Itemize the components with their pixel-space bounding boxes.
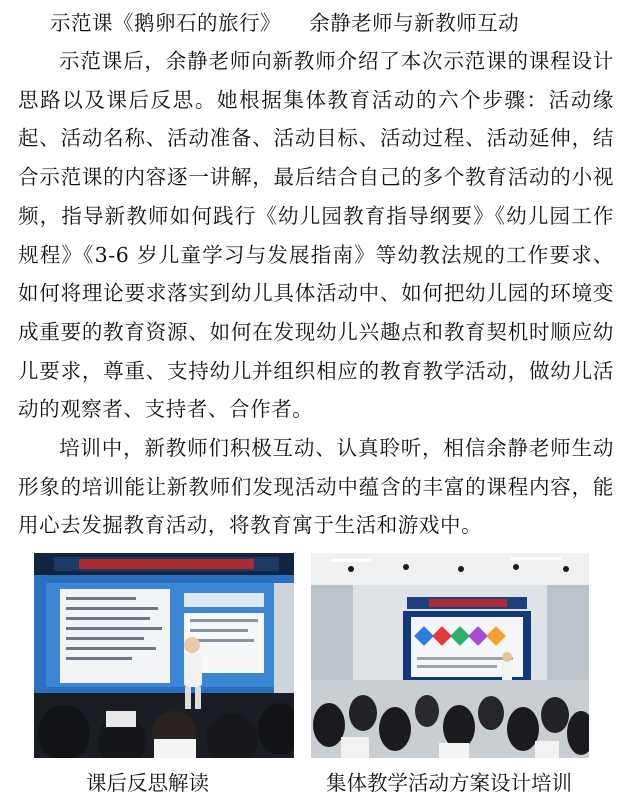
photo-reflection-lecture (34, 553, 294, 758)
photo-caption-right: 集体教学活动方案设计培训 (326, 771, 572, 795)
photo-caption-left: 课后反思解读 (86, 771, 209, 795)
lecture-photo-illustration (34, 553, 294, 758)
photo-design-training (311, 553, 589, 758)
paragraph-1: 示范课后，余静老师向新教师介绍了本次示范课的课程设计思路以及课后反思。她根据集体教育活动的六个步骤：活动缘起、活动名称、活动准备、活动目标、活动过程、活动延伸，结合示范课的内容逐一讲解，最后结合自己的多个教育活动的小视频，指导新教师如何践行《幼儿园教育指导纲要》《幼儿园工作规程》《3-6 岁儿童学习与发展指南》等幼教法规的工作要求、如何将理论要求落实到幼儿具体活动中、如何把幼儿园的环境变成重要的教育资源、如何在发现幼儿兴趣点和教育契机时顺应幼儿要求，尊重、支持幼儿并组织相应的教育教学活动，做幼儿活动的观察者、支持者、合作者。 (18, 49, 614, 422)
paragraph-2: 培训中，新教师们积极互动、认真聆听，相信余静老师生动形象的培训能让新教师们发现活动中蕴含的丰富的课程内容，能用心去发掘教育活动，将教育寓于生活和游戏中。 (18, 436, 614, 538)
training-photo-illustration (311, 553, 589, 758)
article-body (18, 42, 614, 545)
top-photo-caption: 示范课《鹅卵石的旅行》 余静老师与新教师互动 (50, 11, 520, 35)
